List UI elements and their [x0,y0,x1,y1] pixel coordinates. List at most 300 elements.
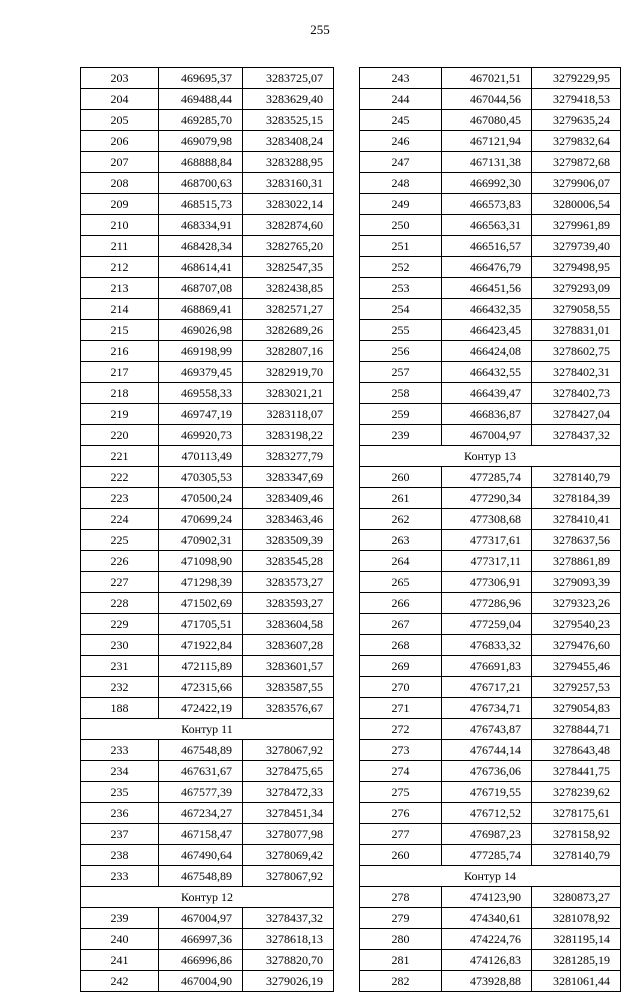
x-coordinate: 476734,71 [442,698,532,719]
y-coordinate: 3283587,55 [243,677,334,698]
table-row [81,908,334,929]
x-coordinate: 471502,69 [159,593,243,614]
y-coordinate: 3283277,79 [243,446,334,467]
x-coordinate: 466439,47 [442,383,532,404]
point-number: 277 [360,824,442,845]
table-row [81,572,334,593]
point-number: 233 [81,866,159,887]
point-number: 258 [360,383,442,404]
table-row [81,803,334,824]
table-row [81,425,334,446]
table-row [360,929,621,950]
point-number: 225 [81,530,159,551]
x-coordinate: 466476,79 [442,257,532,278]
y-coordinate: 3283576,67 [243,698,334,719]
y-coordinate: 3279229,95 [532,68,621,89]
x-coordinate: 469026,98 [159,320,243,341]
y-coordinate: 3278067,92 [243,740,334,761]
point-number: 256 [360,341,442,362]
table-row [360,530,621,551]
x-coordinate: 466432,55 [442,362,532,383]
table-row [81,68,334,89]
y-coordinate: 3281078,92 [532,908,621,929]
table-row [81,215,334,236]
table-row [360,782,621,803]
table-row [81,299,334,320]
x-coordinate: 476719,55 [442,782,532,803]
x-coordinate: 470113,49 [159,446,243,467]
point-number: 241 [81,950,159,971]
y-coordinate: 3283604,58 [243,614,334,635]
table-row [360,908,621,929]
point-number: 233 [81,740,159,761]
table-row [360,215,621,236]
point-number: 270 [360,677,442,698]
point-number: 227 [81,572,159,593]
point-number: 276 [360,803,442,824]
point-number: 281 [360,950,442,971]
x-coordinate: 466516,57 [442,236,532,257]
point-number: 249 [360,194,442,215]
y-coordinate: 3279418,53 [532,89,621,110]
y-coordinate: 3278140,79 [532,467,621,488]
table-row [81,341,334,362]
point-number: 262 [360,509,442,530]
point-number: 264 [360,551,442,572]
table-row [360,194,621,215]
y-coordinate: 3279906,07 [532,173,621,194]
y-coordinate: 3278472,33 [243,782,334,803]
table-row [360,635,621,656]
point-number: 260 [360,845,442,866]
point-number: 274 [360,761,442,782]
y-coordinate: 3279257,53 [532,677,621,698]
y-coordinate: 3278140,79 [532,845,621,866]
y-coordinate: 3279739,40 [532,236,621,257]
point-number: 243 [360,68,442,89]
table-row [81,404,334,425]
contour-header-row [81,887,334,908]
x-coordinate: 470500,24 [159,488,243,509]
x-coordinate: 477259,04 [442,614,532,635]
coordinates-table-right [359,67,621,992]
x-coordinate: 477285,74 [442,845,532,866]
x-coordinate: 477285,74 [442,467,532,488]
x-coordinate: 471922,84 [159,635,243,656]
point-number: 223 [81,488,159,509]
point-number: 218 [81,383,159,404]
y-coordinate: 3278437,32 [243,908,334,929]
y-coordinate: 3279832,64 [532,131,621,152]
table-row [360,89,621,110]
x-coordinate: 466996,86 [159,950,243,971]
y-coordinate: 3283118,07 [243,404,334,425]
table-row [81,278,334,299]
y-coordinate: 3278069,42 [243,845,334,866]
x-coordinate: 467021,51 [442,68,532,89]
table-row [81,866,334,887]
y-coordinate: 3278158,92 [532,824,621,845]
y-coordinate: 3282765,20 [243,236,334,257]
table-row [360,488,621,509]
x-coordinate: 466423,45 [442,320,532,341]
x-coordinate: 468334,91 [159,215,243,236]
point-number: 213 [81,278,159,299]
table-row [81,383,334,404]
x-coordinate: 466451,56 [442,278,532,299]
x-coordinate: 466573,83 [442,194,532,215]
point-number: 188 [81,698,159,719]
table-row [81,824,334,845]
table-row [81,530,334,551]
table-row [81,446,334,467]
x-coordinate: 470699,24 [159,509,243,530]
table-row [81,110,334,131]
y-coordinate: 3278077,98 [243,824,334,845]
point-number: 246 [360,131,442,152]
point-number: 226 [81,551,159,572]
x-coordinate: 467548,89 [159,740,243,761]
x-coordinate: 469558,33 [159,383,243,404]
table-row [360,110,621,131]
y-coordinate: 3281195,14 [532,929,621,950]
y-coordinate: 3279961,89 [532,215,621,236]
x-coordinate: 476744,14 [442,740,532,761]
x-coordinate: 467631,67 [159,761,243,782]
x-coordinate: 467121,94 [442,131,532,152]
point-number: 239 [360,425,442,446]
point-number: 248 [360,173,442,194]
table-row [360,341,621,362]
point-number: 242 [81,971,159,992]
table-row [360,593,621,614]
point-number: 212 [81,257,159,278]
y-coordinate: 3279093,39 [532,572,621,593]
x-coordinate: 470305,53 [159,467,243,488]
x-coordinate: 469079,98 [159,131,243,152]
x-coordinate: 476691,83 [442,656,532,677]
contour-header-row [360,866,621,887]
table-row [360,425,621,446]
y-coordinate: 3278844,71 [532,719,621,740]
x-coordinate: 469198,99 [159,341,243,362]
point-number: 217 [81,362,159,383]
table-row [81,845,334,866]
y-coordinate: 3283573,27 [243,572,334,593]
point-number: 224 [81,509,159,530]
point-number: 215 [81,320,159,341]
y-coordinate: 3282547,35 [243,257,334,278]
table-row [81,635,334,656]
point-number: 273 [360,740,442,761]
table-row [360,68,621,89]
y-coordinate: 3283409,46 [243,488,334,509]
table-row [360,803,621,824]
point-number: 278 [360,887,442,908]
x-coordinate: 477317,61 [442,530,532,551]
x-coordinate: 469488,44 [159,89,243,110]
x-coordinate: 467044,56 [442,89,532,110]
point-number: 222 [81,467,159,488]
y-coordinate: 3278427,04 [532,404,621,425]
y-coordinate: 3278184,39 [532,488,621,509]
table-row [81,89,334,110]
table-row [360,761,621,782]
x-coordinate: 469379,45 [159,362,243,383]
y-coordinate: 3282919,70 [243,362,334,383]
point-number: 261 [360,488,442,509]
y-coordinate: 3279026,19 [243,971,334,992]
point-number: 266 [360,593,442,614]
x-coordinate: 469920,73 [159,425,243,446]
table-row [360,950,621,971]
table-row [360,740,621,761]
point-number: 216 [81,341,159,362]
x-coordinate: 474340,61 [442,908,532,929]
table-row [360,404,621,425]
point-number: 209 [81,194,159,215]
table-row [81,761,334,782]
y-coordinate: 3283629,40 [243,89,334,110]
point-number: 259 [360,404,442,425]
y-coordinate: 3283021,21 [243,383,334,404]
x-coordinate: 476717,21 [442,677,532,698]
table-row [81,677,334,698]
y-coordinate: 3279455,46 [532,656,621,677]
point-number: 204 [81,89,159,110]
x-coordinate: 467080,45 [442,110,532,131]
y-coordinate: 3280006,54 [532,194,621,215]
x-coordinate: 471098,90 [159,551,243,572]
point-number: 269 [360,656,442,677]
table-row [81,698,334,719]
y-coordinate: 3283593,27 [243,593,334,614]
x-coordinate: 467004,97 [442,425,532,446]
y-coordinate: 3279323,26 [532,593,621,614]
x-coordinate: 476833,32 [442,635,532,656]
page-number: 255 [310,22,330,37]
x-coordinate: 472422,19 [159,698,243,719]
table-row [360,572,621,593]
table-row [360,467,621,488]
x-coordinate: 467004,90 [159,971,243,992]
y-coordinate: 3283725,07 [243,68,334,89]
y-coordinate: 3283509,39 [243,530,334,551]
point-number: 206 [81,131,159,152]
y-coordinate: 3283607,28 [243,635,334,656]
point-number: 279 [360,908,442,929]
point-number: 251 [360,236,442,257]
contour-label: Контур 12 [81,887,334,908]
y-coordinate: 3283463,46 [243,509,334,530]
point-number: 260 [360,467,442,488]
y-coordinate: 3282807,16 [243,341,334,362]
point-number: 250 [360,215,442,236]
point-number: 265 [360,572,442,593]
y-coordinate: 3278861,89 [532,551,621,572]
table-row [81,173,334,194]
table-row [81,740,334,761]
table-row [81,509,334,530]
y-coordinate: 3278067,92 [243,866,334,887]
y-coordinate: 3278239,62 [532,782,621,803]
x-coordinate: 477290,34 [442,488,532,509]
y-coordinate: 3278410,41 [532,509,621,530]
x-coordinate: 473928,88 [442,971,532,992]
point-number: 237 [81,824,159,845]
x-coordinate: 468869,41 [159,299,243,320]
point-number: 245 [360,110,442,131]
table-row [360,509,621,530]
contour-header-row [360,446,621,467]
table-row [81,488,334,509]
point-number: 231 [81,656,159,677]
x-coordinate: 466992,30 [442,173,532,194]
x-coordinate: 467131,38 [442,152,532,173]
point-number: 235 [81,782,159,803]
contour-label: Контур 11 [81,719,334,740]
y-coordinate: 3278820,70 [243,950,334,971]
point-number: 271 [360,698,442,719]
table-row [360,299,621,320]
x-coordinate: 474123,90 [442,887,532,908]
y-coordinate: 3283160,31 [243,173,334,194]
x-coordinate: 476987,23 [442,824,532,845]
table-row [360,698,621,719]
point-number: 214 [81,299,159,320]
y-coordinate: 3278602,75 [532,341,621,362]
table-row [81,593,334,614]
x-coordinate: 474224,76 [442,929,532,950]
y-coordinate: 3278437,32 [532,425,621,446]
x-coordinate: 467234,27 [159,803,243,824]
table-row [81,194,334,215]
contour-label: Контур 13 [360,446,621,467]
table-row [81,971,334,992]
table-row [81,236,334,257]
y-coordinate: 3278475,65 [243,761,334,782]
x-coordinate: 467577,39 [159,782,243,803]
y-coordinate: 3283545,28 [243,551,334,572]
table-row [81,950,334,971]
table-row [360,362,621,383]
y-coordinate: 3283601,57 [243,656,334,677]
y-coordinate: 3279054,83 [532,698,621,719]
table-row [360,824,621,845]
y-coordinate: 3283347,69 [243,467,334,488]
point-number: 255 [360,320,442,341]
x-coordinate: 468888,84 [159,152,243,173]
y-coordinate: 3278402,31 [532,362,621,383]
x-coordinate: 477286,96 [442,593,532,614]
point-number: 207 [81,152,159,173]
x-coordinate: 476712,52 [442,803,532,824]
y-coordinate: 3279540,23 [532,614,621,635]
table-row [360,614,621,635]
y-coordinate: 3283525,15 [243,110,334,131]
x-coordinate: 470902,31 [159,530,243,551]
point-number: 244 [360,89,442,110]
x-coordinate: 469695,37 [159,68,243,89]
table-row [360,383,621,404]
point-number: 230 [81,635,159,656]
y-coordinate: 3279635,24 [532,110,621,131]
table-row [360,551,621,572]
y-coordinate: 3278618,13 [243,929,334,950]
table-row [360,656,621,677]
y-coordinate: 3278831,01 [532,320,621,341]
table-row [81,152,334,173]
table-row [360,257,621,278]
point-number: 247 [360,152,442,173]
point-number: 275 [360,782,442,803]
table-row [81,467,334,488]
y-coordinate: 3283198,22 [243,425,334,446]
y-coordinate: 3283288,95 [243,152,334,173]
x-coordinate: 467548,89 [159,866,243,887]
point-number: 254 [360,299,442,320]
point-number: 252 [360,257,442,278]
table-row [81,320,334,341]
table-row [360,971,621,992]
point-number: 229 [81,614,159,635]
y-coordinate: 3279293,09 [532,278,621,299]
table-row [81,929,334,950]
x-coordinate: 477317,11 [442,551,532,572]
point-number: 272 [360,719,442,740]
point-number: 203 [81,68,159,89]
y-coordinate: 3278402,73 [532,383,621,404]
x-coordinate: 468700,63 [159,173,243,194]
y-coordinate: 3278637,56 [532,530,621,551]
x-coordinate: 468614,41 [159,257,243,278]
y-coordinate: 3279498,95 [532,257,621,278]
point-number: 263 [360,530,442,551]
x-coordinate: 477308,68 [442,509,532,530]
table-row [81,257,334,278]
y-coordinate: 3279872,68 [532,152,621,173]
point-number: 210 [81,215,159,236]
x-coordinate: 466432,35 [442,299,532,320]
point-number: 267 [360,614,442,635]
point-number: 253 [360,278,442,299]
x-coordinate: 466997,36 [159,929,243,950]
table-row [360,719,621,740]
table-row [81,782,334,803]
point-number: 234 [81,761,159,782]
y-coordinate: 3278643,48 [532,740,621,761]
x-coordinate: 471298,39 [159,572,243,593]
y-coordinate: 3279058,55 [532,299,621,320]
point-number: 240 [81,929,159,950]
x-coordinate: 467490,64 [159,845,243,866]
x-coordinate: 471705,51 [159,614,243,635]
y-coordinate: 3281061,44 [532,971,621,992]
y-coordinate: 3283022,14 [243,194,334,215]
x-coordinate: 466424,08 [442,341,532,362]
x-coordinate: 468515,73 [159,194,243,215]
x-coordinate: 467158,47 [159,824,243,845]
table-row [360,173,621,194]
point-number: 236 [81,803,159,824]
point-number: 221 [81,446,159,467]
point-number: 257 [360,362,442,383]
point-number: 282 [360,971,442,992]
x-coordinate: 467004,97 [159,908,243,929]
x-coordinate: 466836,87 [442,404,532,425]
point-number: 219 [81,404,159,425]
x-coordinate: 476736,06 [442,761,532,782]
